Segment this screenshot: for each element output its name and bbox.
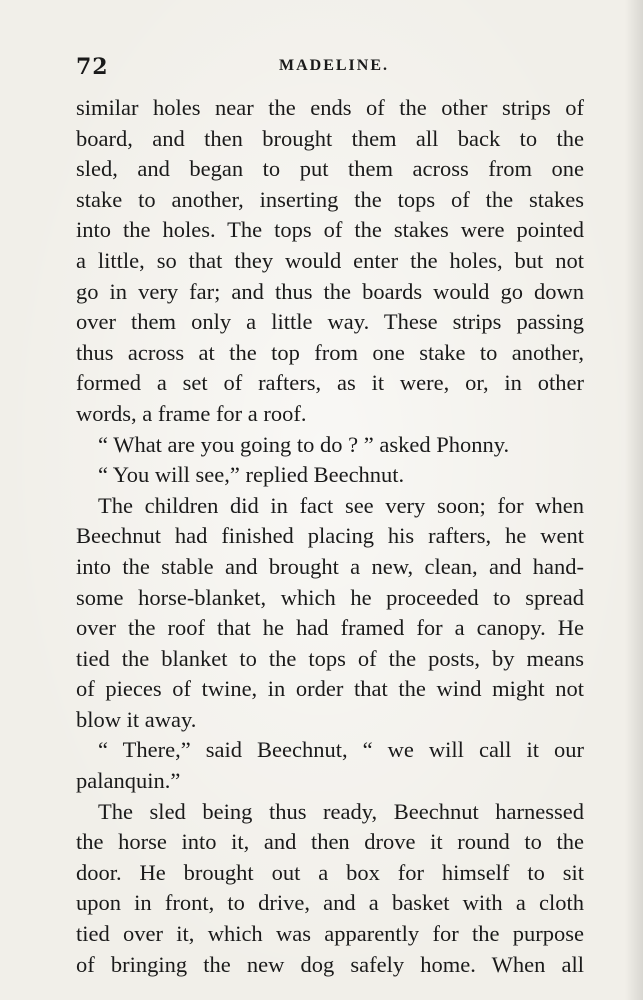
text-line: of bringing the new dog safely home. When all xyxy=(76,951,584,977)
text-line: “ You will see,” replied Beechnut. xyxy=(98,462,405,488)
text-line: “ There,” said Beechnut, “ we will call it our xyxy=(98,737,584,763)
text-line: Beechnut had finished placing his rafters, he went xyxy=(76,523,584,549)
text-line: the horse into it, and then drove it round to the xyxy=(76,829,584,855)
text-line: “ What are you going to do ? ” asked Phonny. xyxy=(98,431,510,457)
text-line: tied the blanket to the tops of the posts, by means xyxy=(76,645,584,671)
text-line: The sled being thus ready, Beechnut harnessed xyxy=(98,798,584,824)
text-line: palanquin.” xyxy=(76,768,181,794)
running-title: MADELINE. xyxy=(278,57,389,74)
text-line: a little, so that they would enter the holes, but not xyxy=(76,247,584,273)
text-line: go in very far; and thus the boards would go down xyxy=(76,278,584,304)
text-line: some horse-blanket, which he proceeded to spread xyxy=(76,584,584,610)
body-text xyxy=(76,93,584,980)
text-line: sled, and began to put them across from one xyxy=(76,156,584,182)
text-line: board, and then brought them all back to the xyxy=(76,125,584,151)
text-line: formed a set of rafters, as it were, or, in other xyxy=(76,370,584,396)
text-line: into the stable and brought a new, clean, and hand- xyxy=(76,553,584,579)
text-line: door. He brought out a box for himself to sit xyxy=(76,859,584,885)
text-line: of pieces of twine, in order that the wind might not xyxy=(76,676,584,702)
text-line: blow it away. xyxy=(76,706,197,732)
text-line: over them only a little way. These strips passing xyxy=(76,309,584,335)
text-line: thus across at the top from one stake to another, xyxy=(76,339,584,365)
text-line: upon in front, to drive, and a basket with a cloth xyxy=(76,890,584,916)
text-line: into the holes. The tops of the stakes were pointed xyxy=(76,217,584,243)
text-line: tied over it, which was apparently for the purpose xyxy=(76,921,584,947)
text-line: words, a frame for a roof. xyxy=(76,400,307,426)
running-head xyxy=(76,54,584,84)
page-number: 72 xyxy=(76,54,109,80)
text-line: similar holes near the ends of the other strips of xyxy=(76,95,584,120)
text-line: The children did in fact see very soon; for when xyxy=(98,492,584,518)
text-line: stake to another, inserting the tops of the stakes xyxy=(76,186,584,212)
text-line: over the roof that he had framed for a canopy. He xyxy=(76,615,584,641)
